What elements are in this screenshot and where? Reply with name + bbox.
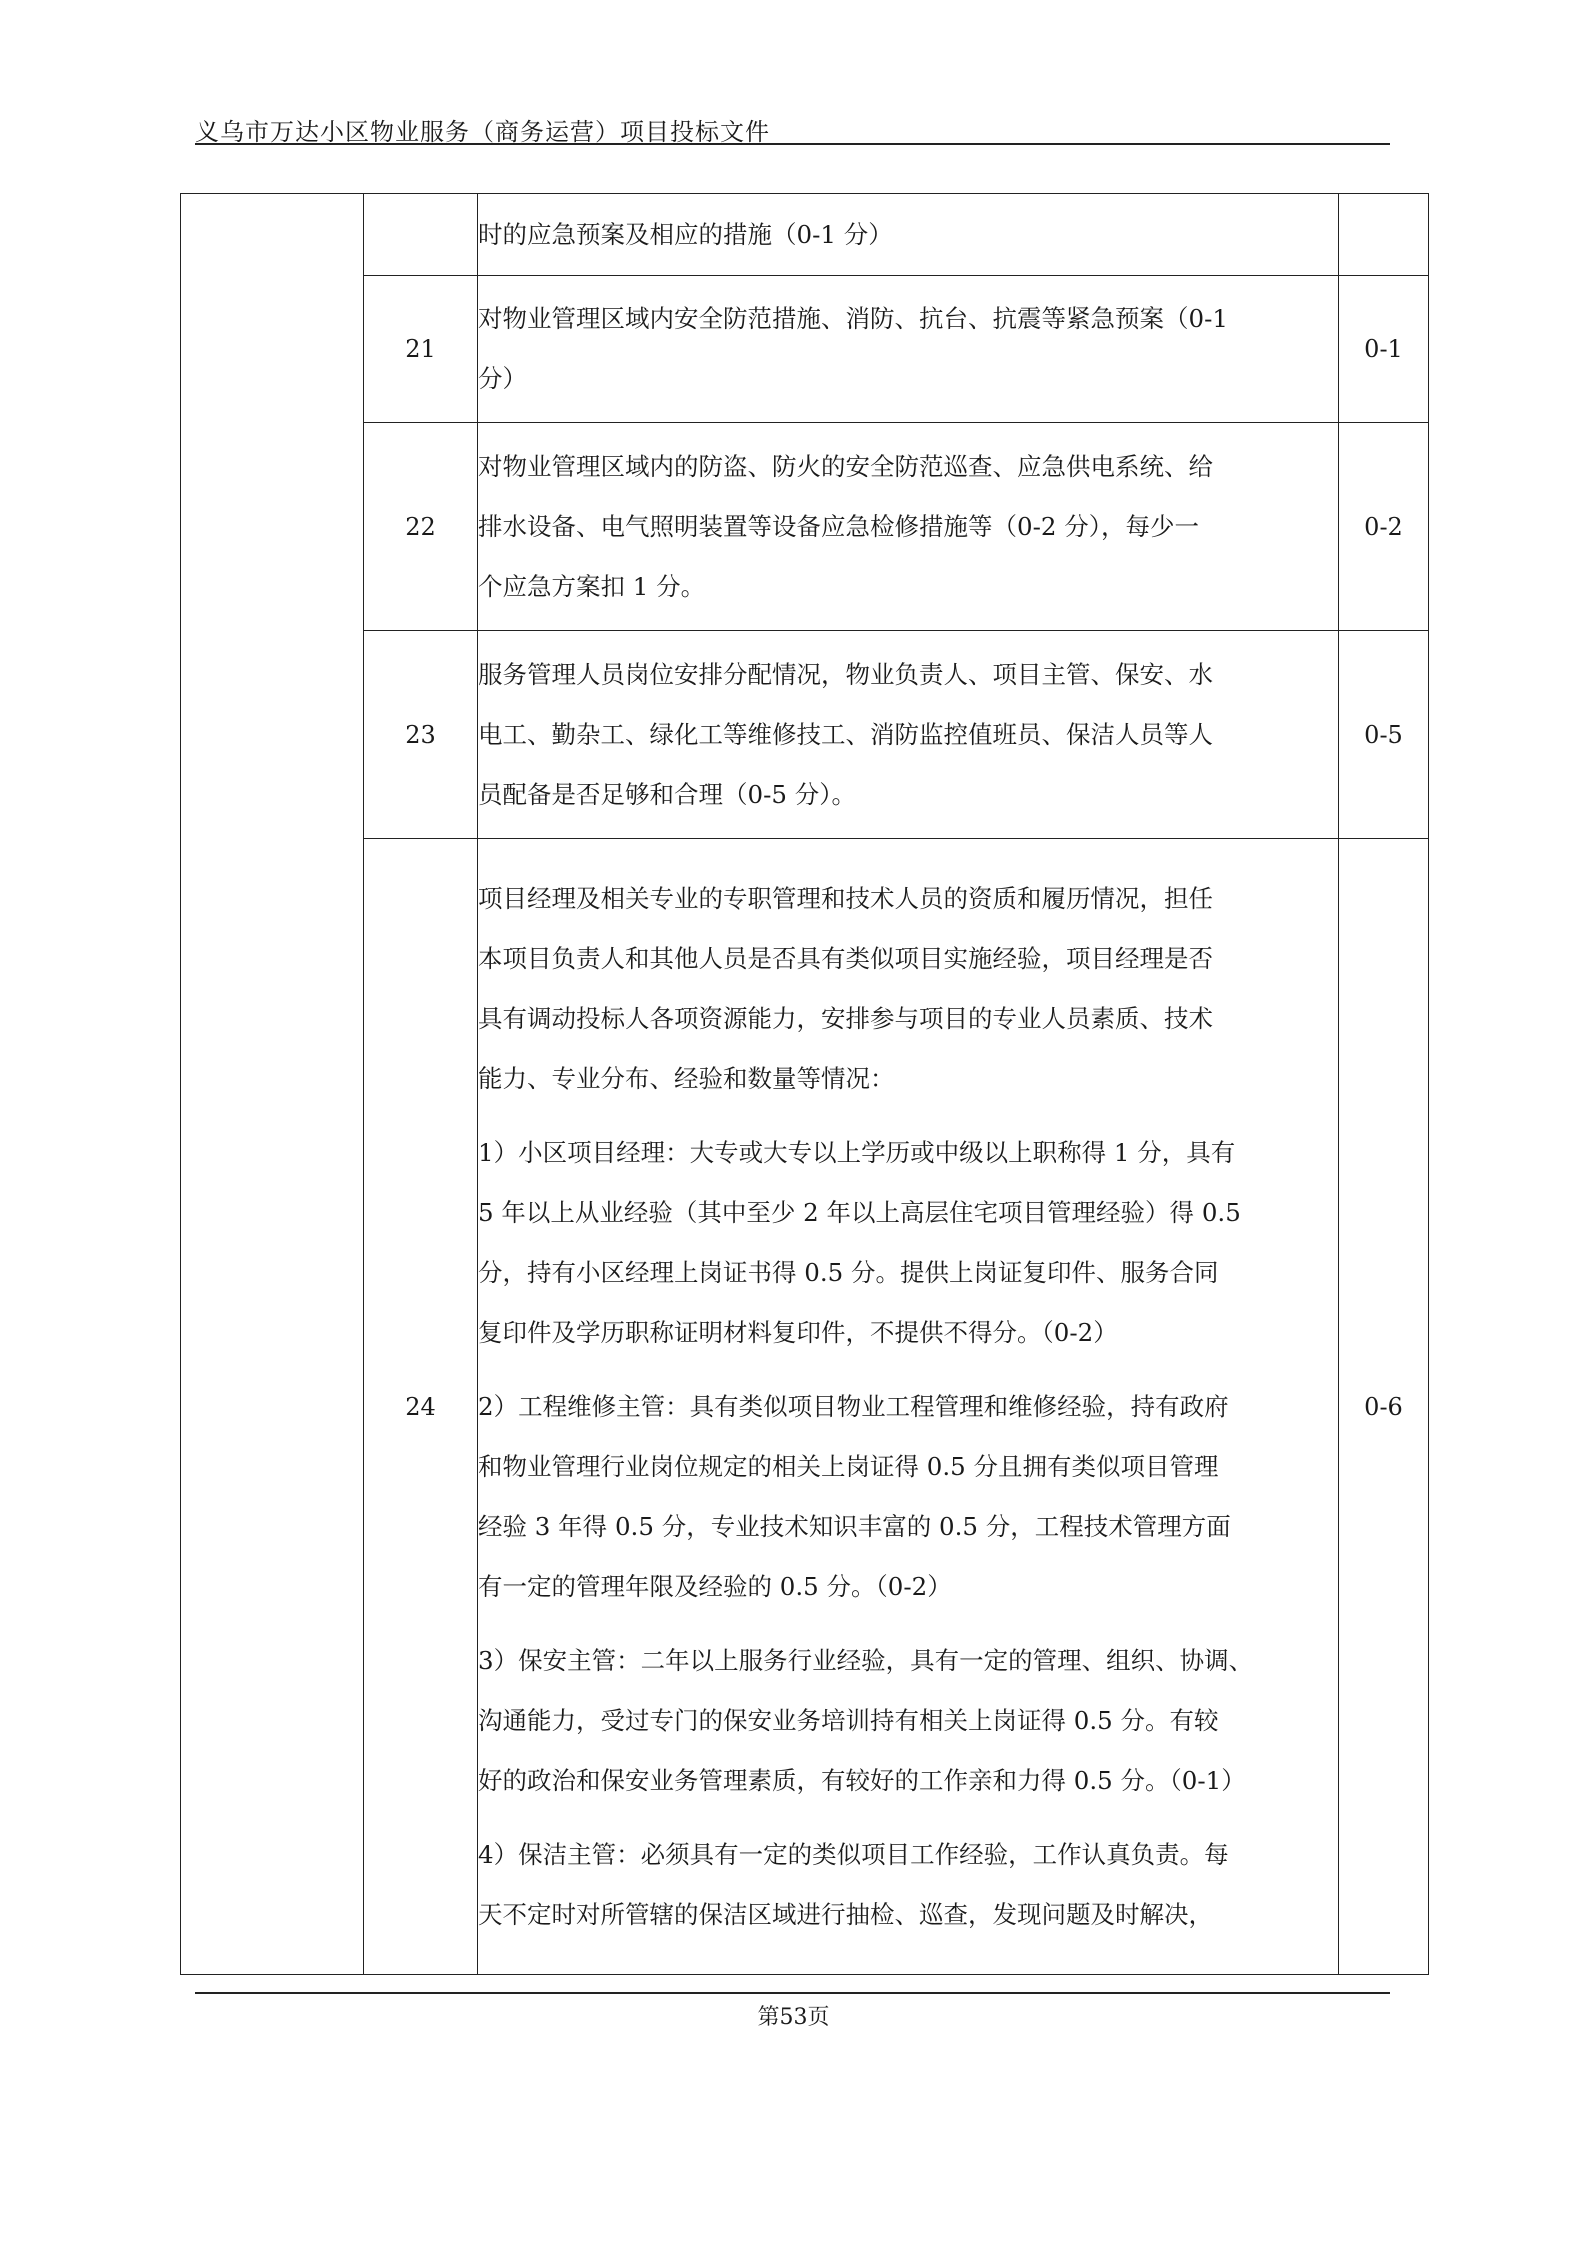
score-range: 0-1 xyxy=(1339,276,1429,423)
row-number: 23 xyxy=(364,631,478,839)
table-row-21 xyxy=(181,276,1429,423)
criteria-line: 复印件及学历职称证明材料复印件，不提供不得分。（0-2） xyxy=(478,1317,1118,1347)
criteria-line: 个应急方案扣 1 分。 xyxy=(478,571,706,601)
criteria-cell xyxy=(478,194,1339,276)
table-row-24 xyxy=(181,839,1429,1975)
row-number-cell xyxy=(364,194,478,276)
criteria-paragraph-security-supervisor xyxy=(478,1631,1338,1811)
criteria-line: 好的政治和保安业务管理素质，有较好的工作亲和力得 0.5 分。（0-1） xyxy=(478,1765,1246,1795)
row-number: 24 xyxy=(364,839,478,1975)
criteria-line: 服务管理人员岗位安排分配情况，物业负责人、项目主管、保安、水 xyxy=(478,659,1213,689)
criteria-line: 排水设备、电气照明装置等设备应急检修措施等（0-2 分），每少一 xyxy=(478,511,1199,541)
document-header-title: 义乌市万达小区物业服务（商务运营）项目投标文件 xyxy=(195,118,770,146)
footer-rule xyxy=(195,1992,1390,1994)
criteria-cell xyxy=(478,276,1339,423)
criteria-cell xyxy=(478,839,1339,1975)
criteria-line: 天不定时对所管辖的保洁区域进行抽检、巡查，发现问题及时解决， xyxy=(478,1899,1213,1929)
table-row-continuation xyxy=(181,194,1429,276)
row-number: 22 xyxy=(364,423,478,631)
criteria-line: 项目经理及相关专业的专职管理和技术人员的资质和履历情况，担任 xyxy=(478,883,1213,913)
criteria-line: 分，持有小区经理上岗证书得 0.5 分。提供上岗证复印件、服务合同 xyxy=(478,1257,1219,1287)
criteria-paragraph-intro xyxy=(478,869,1338,1109)
category-cell xyxy=(181,194,364,1975)
criteria-line: 能力、专业分布、经验和数量等情况： xyxy=(478,1063,895,1093)
criteria-paragraph-maintenance-supervisor xyxy=(478,1377,1338,1617)
criteria-line: 分） xyxy=(478,364,527,393)
criteria-line: 员配备是否足够和合理（0-5 分）。 xyxy=(478,779,856,809)
criteria-line: 具有调动投标人各项资源能力，安排参与项目的专业人员素质、技术 xyxy=(478,1003,1213,1033)
criteria-line: 有一定的管理年限及经验的 0.5 分。（0-2） xyxy=(478,1571,952,1601)
score-range-cell xyxy=(1339,194,1429,276)
criteria-paragraph-project-manager xyxy=(478,1123,1338,1363)
criteria-line: 1）小区项目经理：大专或大专以上学历或中级以上职称得 1 分，具有 xyxy=(478,1137,1236,1167)
criteria-paragraph-cleaning-supervisor xyxy=(478,1825,1338,1945)
criteria-line: 经验 3 年得 0.5 分，专业技术知识丰富的 0.5 分，工程技术管理方面 xyxy=(478,1511,1231,1541)
page-number: 第53页 xyxy=(757,2005,830,2030)
criteria-line: 4）保洁主管：必须具有一定的类似项目工作经验，工作认真负责。每 xyxy=(478,1839,1229,1869)
criteria-line: 对物业管理区域内安全防范措施、消防、抗台、抗震等紧急预案（0-1 xyxy=(478,304,1228,333)
scoring-table xyxy=(180,193,1429,1975)
table-row-22 xyxy=(181,423,1429,631)
criteria-line: 5 年以上从业经验（其中至少 2 年以上高层住宅项目管理经验）得 0.5 xyxy=(478,1197,1241,1227)
score-range: 0-2 xyxy=(1339,423,1429,631)
criteria-line: 和物业管理行业岗位规定的相关上岗证得 0.5 分且拥有类似项目管理 xyxy=(478,1451,1219,1481)
criteria-line: 2）工程维修主管：具有类似项目物业工程管理和维修经验，持有政府 xyxy=(478,1391,1229,1421)
criteria-cell xyxy=(478,631,1339,839)
criteria-text: 时的应急预案及相应的措施（0-1 分） xyxy=(478,219,893,249)
criteria-line: 对物业管理区域内的防盗、防火的安全防范巡查、应急供电系统、给 xyxy=(478,451,1213,481)
score-range: 0-5 xyxy=(1339,631,1429,839)
criteria-cell xyxy=(478,423,1339,631)
criteria-line: 3）保安主管：二年以上服务行业经验，具有一定的管理、组织、协调、 xyxy=(478,1645,1254,1675)
criteria-line: 本项目负责人和其他人员是否具有类似项目实施经验，项目经理是否 xyxy=(478,943,1213,973)
criteria-line: 沟通能力，受过专门的保安业务培训持有相关上岗证得 0.5 分。有较 xyxy=(478,1705,1219,1735)
row-number: 21 xyxy=(364,276,478,423)
score-range: 0-6 xyxy=(1339,839,1429,1975)
table-row-23 xyxy=(181,631,1429,839)
header-rule xyxy=(195,143,1390,145)
criteria-line: 电工、勤杂工、绿化工等维修技工、消防监控值班员、保洁人员等人 xyxy=(478,719,1213,749)
